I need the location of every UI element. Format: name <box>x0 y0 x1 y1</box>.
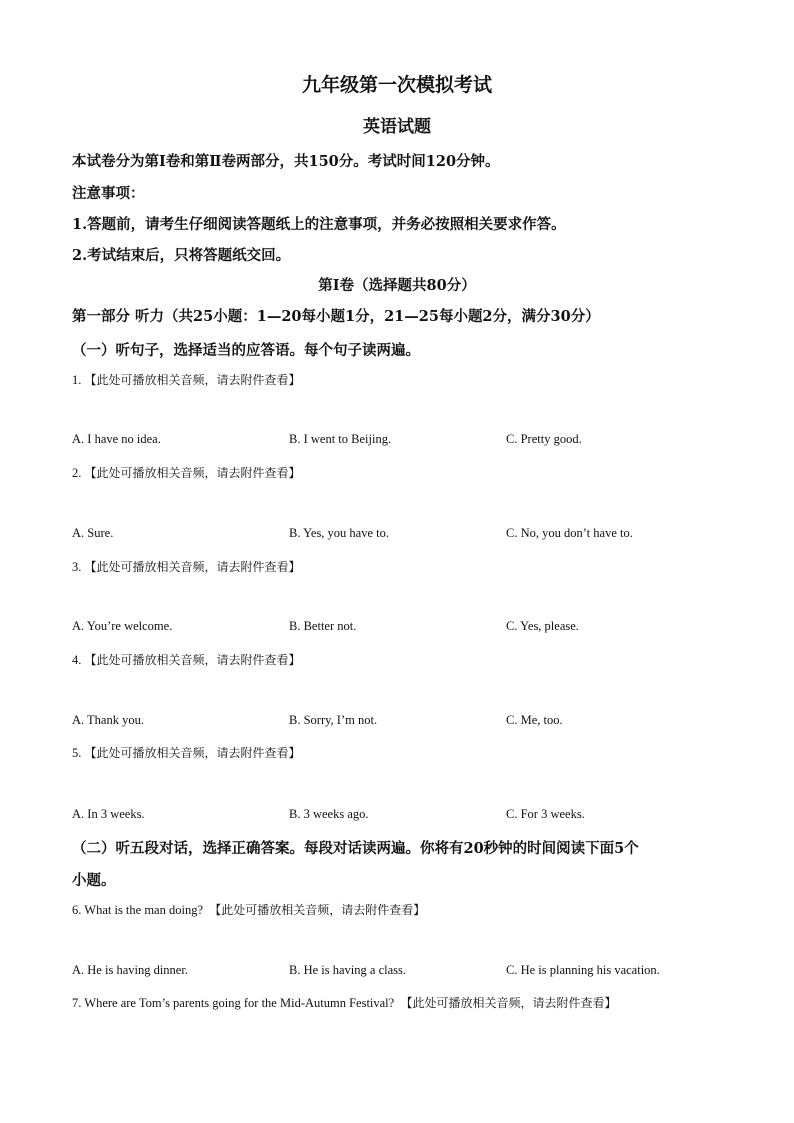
option-b: B. I went to Beijing. <box>289 432 392 446</box>
option-c: C. He is planning his vacation. <box>506 963 660 977</box>
question-number: 2. <box>72 466 82 480</box>
question-1 <box>72 371 301 388</box>
question-number: 5. <box>72 746 82 760</box>
exam-info: 本试卷分为第Ⅰ卷和第Ⅱ卷两部分，共150分。考试时间120分钟。 <box>72 153 500 170</box>
option-b: B. Better not. <box>289 619 357 633</box>
audio-placeholder[interactable]: 【此处可播放相关音频，请去附件查看】 <box>84 560 301 574</box>
question-4 <box>72 651 301 668</box>
audio-placeholder[interactable]: 【此处可播放相关音频，请去附件查看】 <box>209 903 426 917</box>
section-2-heading-cont: 小题。 <box>72 872 116 889</box>
question-text: 6. What is the man doing? <box>72 903 203 917</box>
question-text: 7. Where are Tom’s parents going for the Mid-Autumn Festival? <box>72 996 395 1010</box>
option-b: B. He is having a class. <box>289 963 406 977</box>
option-c: C. No, you don’t have to. <box>506 526 633 540</box>
option-c: C. Me, too. <box>506 713 563 727</box>
audio-placeholder[interactable]: 【此处可播放相关音频，请去附件查看】 <box>84 653 301 667</box>
option-a: A. Thank you. <box>72 713 144 727</box>
question-number: 4. <box>72 653 82 667</box>
option-b: B. 3 weeks ago. <box>289 807 369 821</box>
section-2-heading: （二）听五段对话，选择正确答案。每段对话读两遍。你将有20秒钟的时间阅读下面5个 <box>72 840 639 857</box>
volume-heading: 第Ⅰ卷（选择题共80分） <box>318 277 476 294</box>
exam-subtitle: 英语试题 <box>363 117 431 137</box>
option-a: A. He is having dinner. <box>72 963 188 977</box>
audio-placeholder[interactable]: 【此处可播放相关音频，请去附件查看】 <box>84 466 301 480</box>
option-c: C. For 3 weeks. <box>506 807 585 821</box>
audio-placeholder[interactable]: 【此处可播放相关音频，请去附件查看】 <box>400 996 617 1010</box>
question-5 <box>72 744 301 761</box>
option-a: A. Sure. <box>72 526 114 540</box>
option-b: B. Sorry, I’m not. <box>289 713 378 727</box>
note-1: 1.答题前，请考生仔细阅读答题纸上的注意事项，并务必按照相关要求作答。 <box>72 216 566 233</box>
question-7 <box>72 994 616 1011</box>
option-a: A. In 3 weeks. <box>72 807 145 821</box>
section-1-heading: （一）听句子，选择适当的应答语。每个句子读两遍。 <box>72 342 420 359</box>
note-2: 2.考试结束后，只将答题纸交回。 <box>72 247 291 264</box>
exam-title: 九年级第一次模拟考试 <box>301 74 492 96</box>
option-c: C. Pretty good. <box>506 432 582 446</box>
option-a: A. I have no idea. <box>72 432 161 446</box>
question-6 <box>72 901 425 918</box>
audio-placeholder[interactable]: 【此处可播放相关音频，请去附件查看】 <box>84 746 301 760</box>
question-3 <box>72 558 301 575</box>
notes-label: 注意事项： <box>72 185 145 202</box>
audio-placeholder[interactable]: 【此处可播放相关音频，请去附件查看】 <box>84 373 301 387</box>
option-a: A. You’re welcome. <box>72 619 173 633</box>
option-c: C. Yes, please. <box>506 619 579 633</box>
question-2 <box>72 464 301 481</box>
part-heading: 第一部分 听力（共25小题：1—20每小题1分，21—25每小题2分，满分30分） <box>72 308 600 325</box>
option-b: B. Yes, you have to. <box>289 526 390 540</box>
question-number: 1. <box>72 373 82 387</box>
question-number: 3. <box>72 560 82 574</box>
